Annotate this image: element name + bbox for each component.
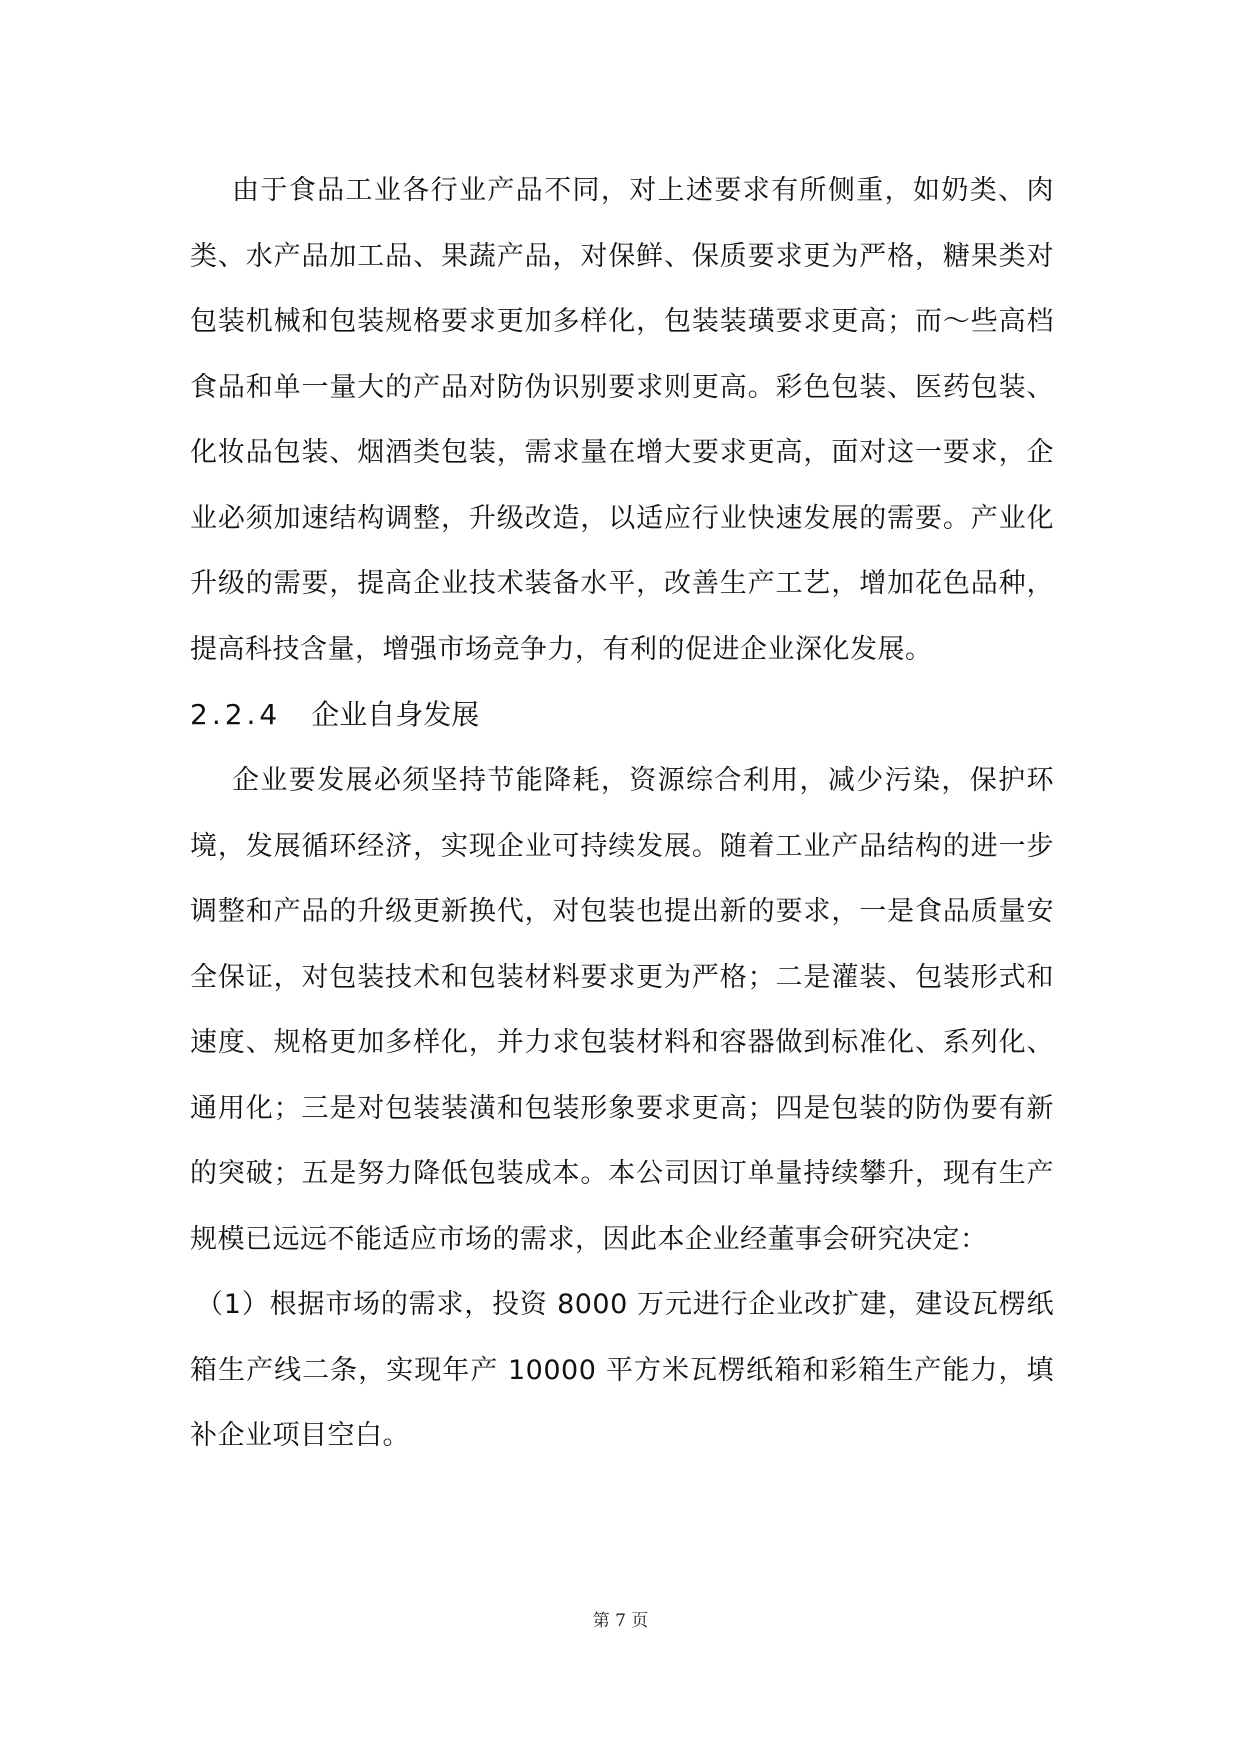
paragraph-enterprise-development: 企业要发展必须坚持节能降耗，资源综合利用，减少污染，保护环境，发展循环经济，实现企业可持续发展。随着工业产品结构的进一步调整和产品的升级更新换代，对包装也提出新的要求，一是食品质量安全保证，对包装技术和包装材料要求更为严格；二是灌装、包装形式和速度、规格更加多样化，并力求包装材料和容器做到标准化、系列化、通用化；三是对包装装潢和包装形象要求更高；四是包装的防伪要有新的突破；五是努力降低包装成本。本公司因订单量持续攀升，现有生产规模已远远不能适应市场的需求，因此本企业经董事会研究决定： [190, 765, 1054, 1255]
paragraph-industry-requirements: 由于食品工业各行业产品不同，对上述要求有所侧重，如奶类、肉类、水产品加工品、果蔬产品，对保鲜、保质要求更为严格，糖果类对包装机械和包装规格要求更加多样化，包装装璜要求更高；而～些高档食品和单一量大的产品对防伪识别要求则更高。彩色包装、医药包装、化妆品包装、烟酒类包装，需求量在增大要求更高，面对这一要求，企业必须加速结构调整，升级改造，以适应行业快速发展的需要。产业化升级的需要，提高企业技术装备水平，改善生产工艺，增加花色品种，提高科技含量，增强市场竞争力，有利的促进企业深化发展。 [190, 175, 1054, 665]
section-heading [190, 682, 1054, 748]
section-title: 企业自身发展 [311, 698, 480, 731]
section-number: 2.2.4 [190, 698, 282, 731]
page-body [190, 158, 1054, 1469]
paragraph-decision-item-1: （1）根据市场的需求，投资 8000 万元进行企业改扩建，建设瓦楞纸箱生产线二条，实现年产 10000 平方米瓦楞纸箱和彩箱生产能力，填补企业项目空白。 [190, 1289, 1054, 1451]
page-number-footer: 第 7 页 [592, 1611, 649, 1631]
